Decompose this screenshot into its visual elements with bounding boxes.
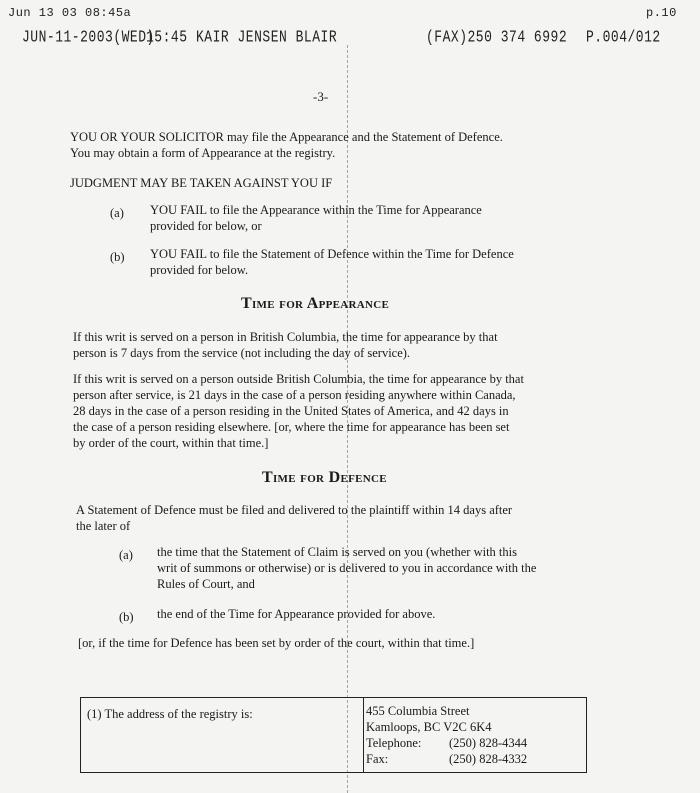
fax-header bbox=[0, 0, 700, 60]
fax-time: 15:45 bbox=[146, 27, 188, 47]
registry-telephone: (250) 828-4344 bbox=[449, 736, 528, 750]
registry-label: (1) The address of the registry is: bbox=[87, 707, 253, 721]
defence-item-b-label: (b) bbox=[119, 610, 134, 624]
registry-divider bbox=[363, 698, 364, 772]
defence-item-a-line-3: Rules of Court, and bbox=[157, 577, 255, 591]
defence-para-line-1: A Statement of Defence must be filed and delivered to the plaintiff within 14 days after bbox=[76, 503, 513, 517]
time-for-defence-heading: Time for Defence bbox=[262, 469, 387, 486]
fax-number: (FAX)250 374 6992 bbox=[426, 27, 568, 47]
judgment-item-a-label: (a) bbox=[110, 206, 124, 220]
appearance-para2-line-5: by order of the court, within that time.] bbox=[73, 436, 269, 450]
defence-item-a-line-2: writ of summons or otherwise) or is delivered to you in accordance with the bbox=[157, 561, 537, 575]
appearance-para2-line-3: 28 days in the case of a person residing in the United States of America, and 42 days in bbox=[73, 404, 509, 418]
judgment-item-a-line-2: provided for below, or bbox=[150, 219, 262, 233]
judgment-item-b-line-1: YOU FAIL to file the Statement of Defence within the Time for Defence bbox=[150, 247, 514, 261]
registry-telephone-label: Telephone: bbox=[366, 736, 422, 750]
intro-line-2: You may obtain a form of Appearance at the registry. bbox=[70, 146, 336, 160]
judgment-item-b-line-2: provided for below. bbox=[150, 263, 249, 277]
judgment-item-a-line-1: YOU FAIL to file the Appearance within the Time for Appearance bbox=[150, 203, 482, 217]
appearance-para2-line-4: the case of a person residing elsewhere. [or, where the time for appearance has been set bbox=[73, 420, 510, 434]
fax-timestamp: Jun 13 03 08:45a bbox=[8, 6, 132, 20]
fax-sender: KAIR JENSEN BLAIR bbox=[196, 27, 338, 47]
appearance-para1-line-2: person is 7 days from the service (not including the day of service). bbox=[73, 346, 411, 360]
defence-closing: [or, if the time for Defence has been set by order of the court, within that time.] bbox=[78, 636, 475, 650]
defence-para-line-2: the later of bbox=[76, 519, 131, 533]
defence-item-a-line-1: the time that the Statement of Claim is served on you (whether with this bbox=[157, 545, 517, 559]
page-number: -3- bbox=[313, 89, 329, 104]
appearance-para1-line-1: If this writ is served on a person in British Columbia, the time for appearance by that bbox=[73, 330, 498, 344]
fax-page-indicator: p.10 bbox=[646, 6, 677, 20]
registry-fax: (250) 828-4332 bbox=[449, 752, 528, 766]
registry-street: 455 Columbia Street bbox=[366, 704, 470, 718]
fax-date: JUN-11-2003(WED) bbox=[22, 27, 155, 47]
intro-line-1: YOU OR YOUR SOLICITOR may file the Appearance and the Statement of Defence. bbox=[70, 130, 503, 144]
fax-page-count: P.004/012 bbox=[586, 27, 661, 47]
appearance-para2-line-2: person after service, is 21 days in the case of a person residing anywhere within Canada, bbox=[73, 388, 516, 402]
defence-item-b-line-1: the end of the Time for Appearance provided for above. bbox=[157, 607, 436, 621]
judgment-heading: JUDGMENT MAY BE TAKEN AGAINST YOU IF bbox=[70, 176, 333, 190]
fold-line bbox=[347, 45, 348, 793]
registry-address-box bbox=[80, 697, 587, 773]
appearance-para2-line-1: If this writ is served on a person outside British Columbia, the time for appearance by that bbox=[73, 372, 524, 386]
judgment-item-b-label: (b) bbox=[110, 250, 125, 264]
registry-city: Kamloops, BC V2C 6K4 bbox=[366, 720, 492, 734]
registry-fax-label: Fax: bbox=[366, 752, 389, 766]
defence-item-a-label: (a) bbox=[119, 548, 133, 562]
time-for-appearance-heading: Time for Appearance bbox=[241, 295, 390, 312]
